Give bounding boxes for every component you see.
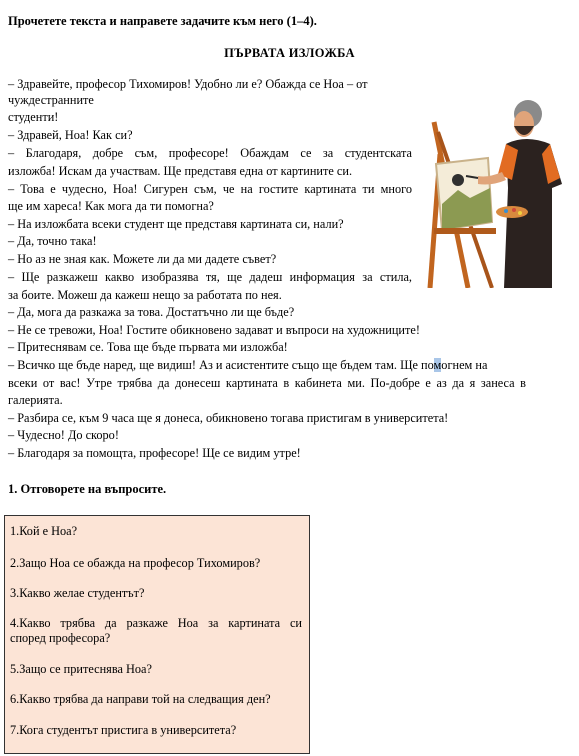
- dialogue-line: – Ще разкажеш какво изобразява тя, ще дадеш информация за стила,: [8, 270, 412, 284]
- dialogue-line: – Да, точно така!: [8, 234, 97, 248]
- questions-box: [4, 515, 310, 754]
- painter-illustration: [420, 92, 575, 288]
- page-title: ПЪРВАТА ИЗЛОЖБА: [224, 46, 355, 60]
- dialogue-line: – Чудесно! До скоро!: [8, 428, 119, 442]
- text-selection-highlight: м: [433, 358, 442, 372]
- dialogue-text: – Всичко ще бъде наред, ще видиш! Аз и асистентите също ще бъдем там. Ще по: [8, 358, 434, 372]
- dialogue-line: – Това е чудесно, Ноа! Сигурен съм, че на гостите картината ти много: [8, 182, 412, 196]
- instruction: Прочетете текста и направете задачите към него (1–4).: [8, 14, 317, 28]
- question-item: 6.Какво трябва да направи той на следващия ден?: [10, 692, 271, 706]
- section-title: 1. Отговорете на въпросите.: [8, 482, 167, 496]
- question-item: 4.Какво трябва да разкаже Ноа за картината си: [10, 616, 302, 630]
- question-item: според професора?: [10, 631, 111, 645]
- dialogue-line: студенти!: [8, 110, 59, 124]
- dialogue-line: ще им хареса! Как мога да ти помогна?: [8, 199, 214, 213]
- dialogue-line: всеки от вас! Утре трябва да донесеш картината в кабинета ми. По-добре е аз да я занеса в: [8, 376, 526, 390]
- question-item: 5.Защо се притеснява Ноа?: [10, 662, 152, 676]
- question-item: 2.Защо Ноа се обажда на професор Тихомиров?: [10, 556, 261, 570]
- dialogue-line: – Благодаря за помощта, професоре! Ще се видим утре!: [8, 446, 301, 460]
- dialogue-line: – Да, мога да разкажа за това. Достатъчно ли ще бъде?: [8, 305, 295, 319]
- dialogue-line: – Здравейте, професор Тихомиров! Удобно ли е? Обажда се Ноа – от: [8, 77, 368, 91]
- dialogue-text: огнем на: [441, 358, 488, 372]
- dialogue-line: – Здравей, Ноа! Как си?: [8, 128, 133, 142]
- dialogue-line: – На изложбата всеки студент ще представя картината си, нали?: [8, 217, 344, 231]
- dialogue-line: – Благодаря, добре съм, професоре! Обаждам се за студентската: [8, 146, 412, 160]
- dialogue-line: чуждестранните: [8, 93, 94, 107]
- question-item: 3.Какво желае студентът?: [10, 586, 145, 600]
- dialogue-line: – Не се тревожи, Ноа! Гостите обикновено задават и въпроси на художниците!: [8, 323, 420, 337]
- dialogue-line: изложба! Искам да участвам. Ще представя една от картините си.: [8, 164, 353, 178]
- dialogue-line: – Притеснявам се. Това ще бъде първата ми изложба!: [8, 340, 288, 354]
- question-item: 7.Кога студентът пристига в университета?: [10, 723, 237, 737]
- dialogue-line: – Но аз не зная как. Можете ли да ми дадете съвет?: [8, 252, 277, 266]
- question-item: 1.Кой е Ноа?: [10, 524, 78, 538]
- dialogue-line: за боите. Можеш да кажеш нещо за работата по нея.: [8, 288, 282, 302]
- dialogue-line: – Разбира се, към 9 часа ще я донеса, обикновено тогава пристигам в университета!: [8, 411, 449, 425]
- dialogue-line: [8, 358, 526, 373]
- dialogue-line: галерията.: [8, 393, 63, 407]
